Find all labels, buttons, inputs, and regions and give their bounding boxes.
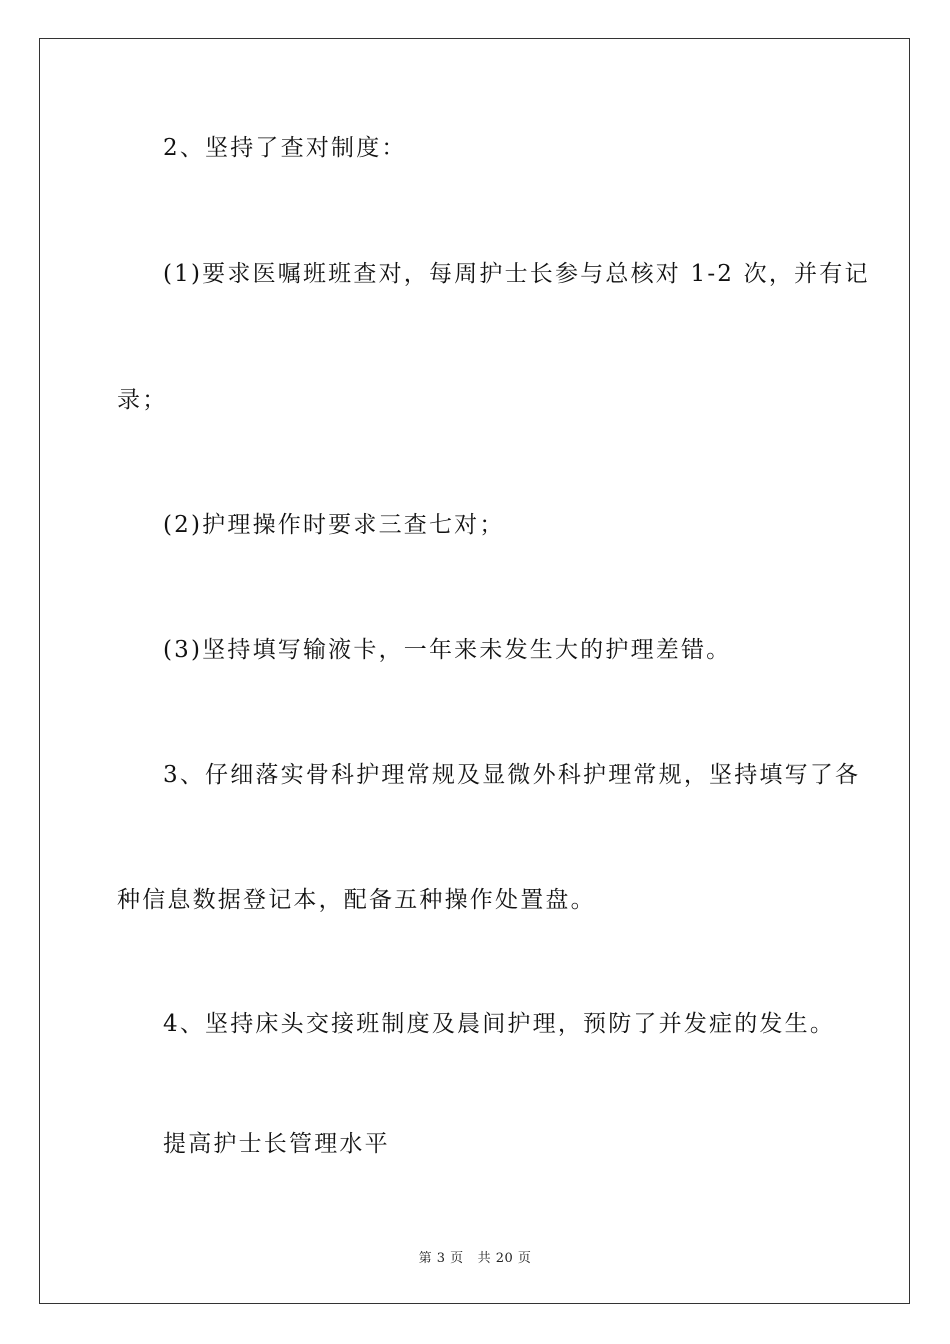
paragraph-item-3: (3)坚持填写输液卡，一年来未发生大的护理差错。 [163,637,732,663]
paragraph-item-2: (2)护理操作时要求三查七对； [163,512,505,538]
paragraph-item-1-line-1: (1)要求医嘱班班查对，每周护士长参与总核对 1-2 次，并有记 [163,261,870,287]
page-frame [39,38,910,1304]
page-number-current: 第 3 页 [418,1251,464,1266]
paragraph-3-line-1: 3、仔细落实骨科护理常规及显微外科护理常规，坚持填写了各 [163,762,861,788]
page-number-total: 共 20 页 [477,1251,532,1266]
paragraph-4: 4、坚持床头交接班制度及晨间护理，预防了并发症的发生。 [163,1011,836,1037]
page-footer [0,1247,950,1266]
paragraph-3-line-2: 种信息数据登记本，配备五种操作处置盘。 [117,887,596,913]
paragraph-item-1-line-2: 录； [117,387,168,413]
paragraph-checking-system-heading: 2、坚持了查对制度： [163,135,407,161]
section-heading: 提高护士长管理水平 [163,1131,390,1157]
